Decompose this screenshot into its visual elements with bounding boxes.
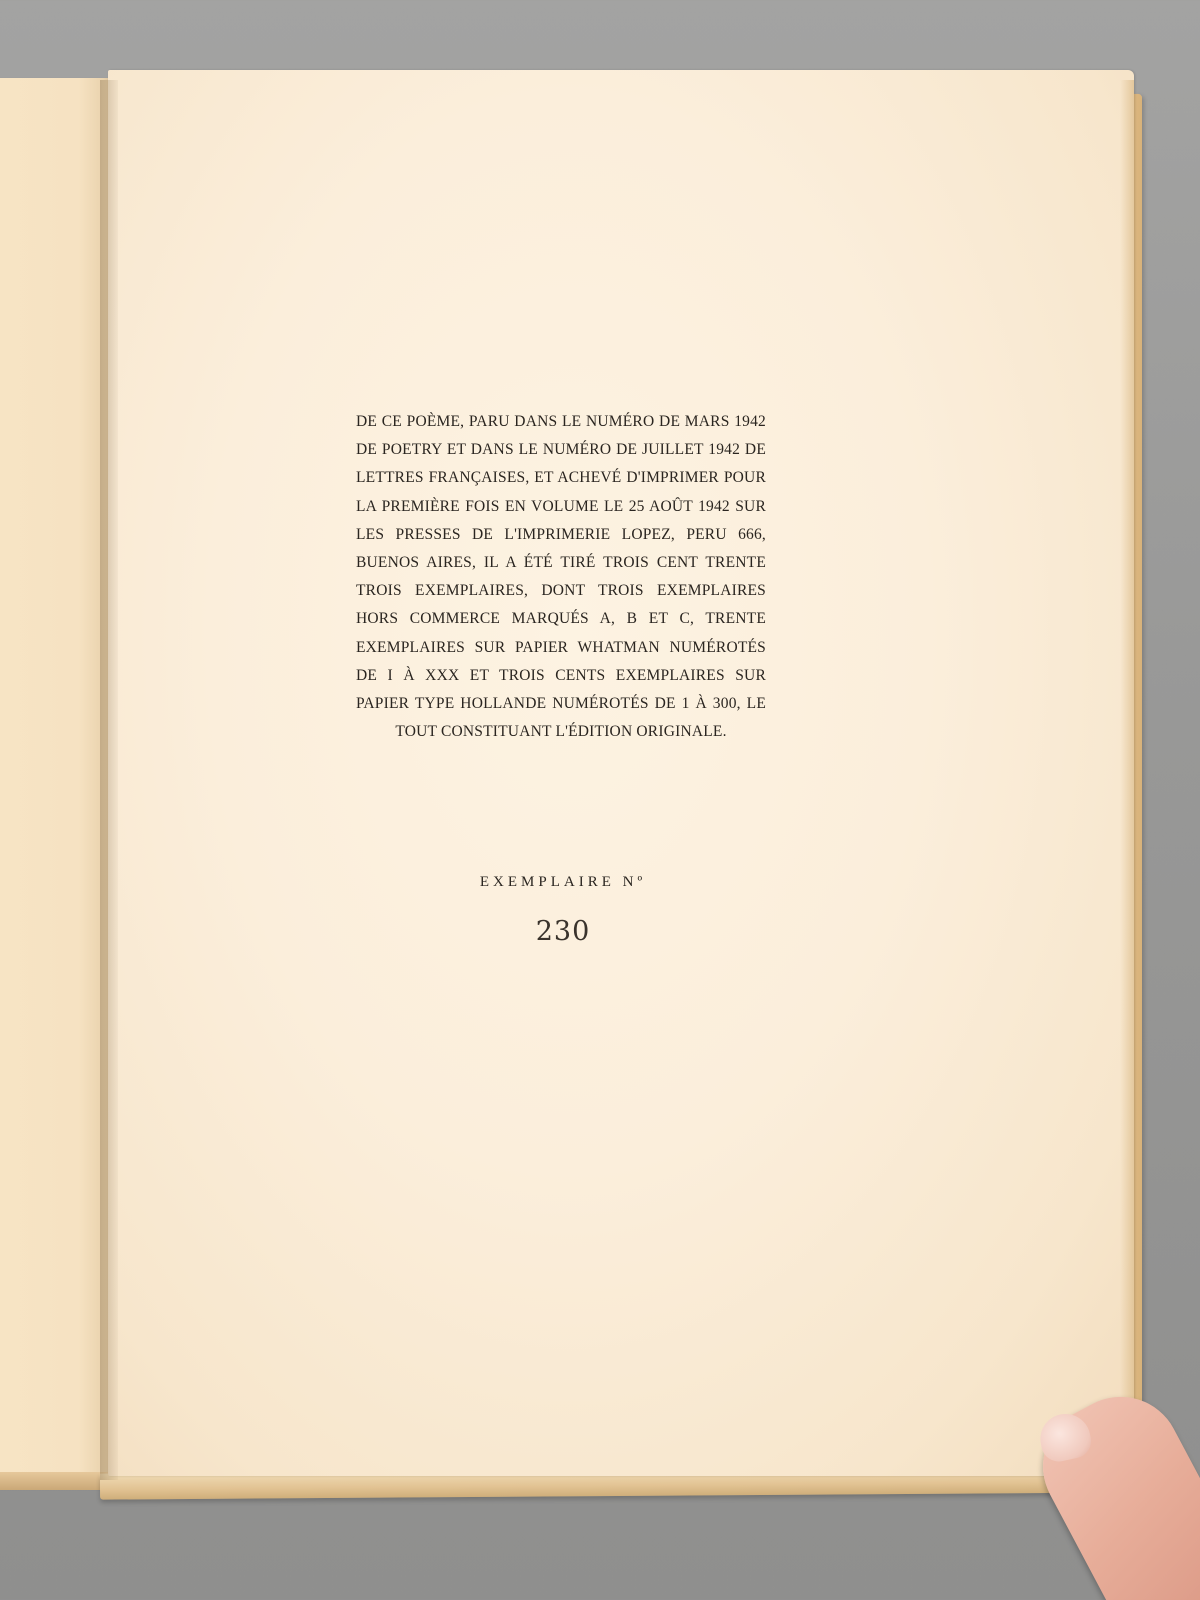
right-page [108, 70, 1134, 1476]
left-page-bottom-edge [0, 1472, 112, 1490]
spine-gutter [100, 80, 118, 1480]
exemplaire-label: EXEMPLAIRE Nº [479, 874, 647, 890]
left-facing-page [0, 78, 112, 1486]
colophon-text: DE CE POÈME, PARU DANS LE NUMÉRO DE MARS 1942 DE POETRY ET DANS LE NUMÉRO DE JUILLET 1942 DE LETTRES FRANÇAISES, ET ACHEVÉ D'IMPRIMER POUR LA PREMIÈRE FOIS EN VOLUME LE 25 AOÛT 1942 SUR LES PRESSES DE L'IMPRIMERIE LOPEZ, PERU 666, BUENOS AIRES, IL A ÉTÉ TIRÉ TROIS CENT TRENTE TROIS EXEMPLAIRES, DONT TROIS EXEMPLAIRES HORS COMMERCE MARQUÉS A, B ET C, TRENTE EXEMPLAIRES SUR PAPIER WHATMAN NUMÉROTÉS DE I À XXX ET TROIS CENTS EXEMPLAIRES SUR PAPIER TYPE HOLLANDE NUMÉROTÉS DE 1 À 300, LE TOUT CONSTITUANT L'ÉDITION ORIGINALE. [356, 413, 766, 741]
exemplaire-number: 230 [535, 916, 591, 947]
